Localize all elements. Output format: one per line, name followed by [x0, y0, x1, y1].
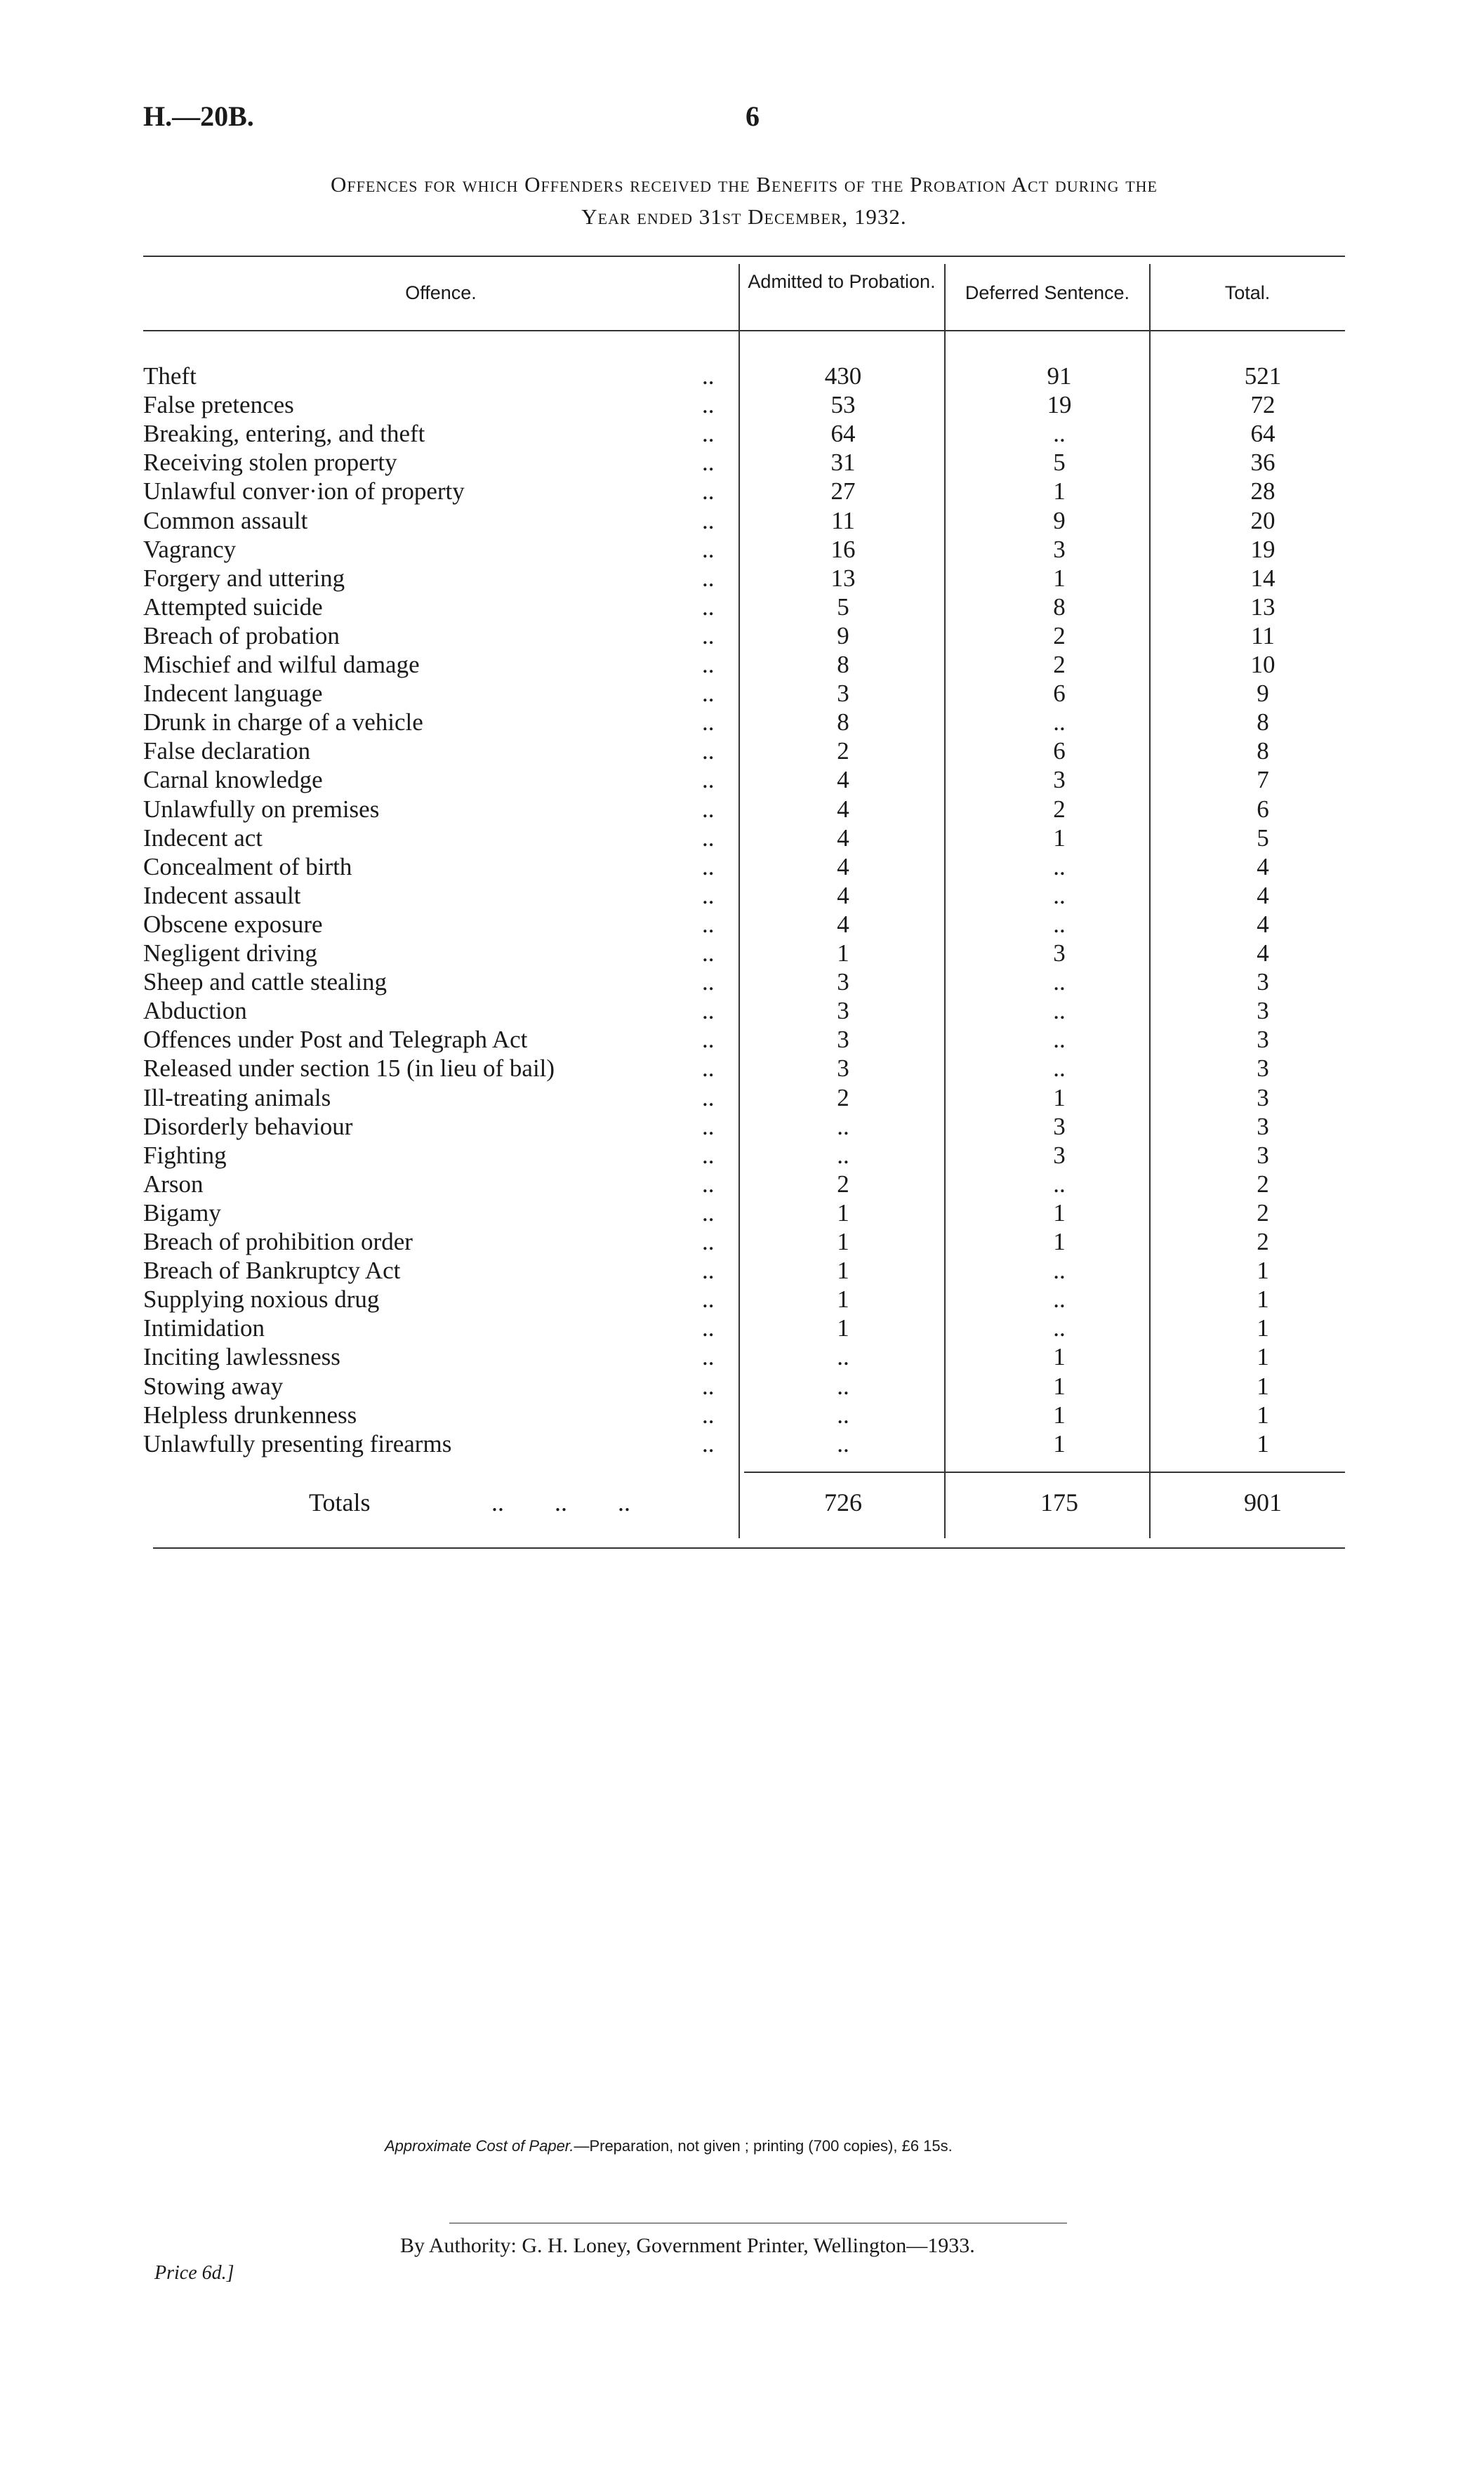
dot-leader: .. — [702, 1026, 715, 1054]
table-row — [0, 448, 1484, 477]
table-row — [0, 564, 1484, 593]
deferred-value: 6 — [1053, 737, 1066, 765]
total-value: 1 — [1257, 1429, 1269, 1457]
table-row — [0, 1285, 1484, 1314]
totals-label: Totals — [309, 1488, 371, 1516]
deferred-value: .. — [1053, 1285, 1066, 1314]
offence-name: Receiving stolen property — [143, 449, 397, 477]
admitted-value: 16 — [830, 535, 856, 563]
total-value: 28 — [1250, 477, 1276, 505]
offence-name: Unlawful conver·ion of property — [143, 477, 465, 505]
table-row — [0, 1314, 1484, 1342]
deferred-value: .. — [1053, 997, 1066, 1025]
admitted-value: 4 — [837, 824, 849, 852]
admitted-value: 11 — [831, 506, 855, 534]
table-row — [0, 1198, 1484, 1227]
deferred-value: 9 — [1053, 506, 1066, 534]
table-row — [0, 506, 1484, 535]
table-row — [0, 650, 1484, 679]
admitted-value: 2 — [837, 1083, 849, 1111]
offence-name: Ill-treating animals — [143, 1083, 331, 1111]
column-header-offence: Offence. — [405, 282, 477, 303]
offence-name: Breach of prohibition order — [143, 1228, 413, 1255]
dot-leader: .. — [702, 708, 715, 736]
offence-name: Offences under Post and Telegraph Act — [143, 1026, 528, 1054]
table-bottom-rule — [153, 1547, 1345, 1549]
deferred-value: .. — [1053, 708, 1066, 736]
offence-name: Drunk in charge of a vehicle — [143, 708, 423, 736]
dot-leader: .. — [702, 1170, 715, 1198]
total-value: 1 — [1257, 1285, 1269, 1314]
deferred-value: 1 — [1053, 1083, 1066, 1111]
table-row — [0, 996, 1484, 1025]
table-row — [0, 679, 1484, 708]
deferred-value: 1 — [1053, 1343, 1066, 1371]
dot-leader: .. — [702, 1083, 715, 1111]
admitted-value: 1 — [837, 1285, 849, 1314]
cost-footnote-label: Approximate Cost of Paper. — [385, 2137, 574, 2155]
admitted-value: 4 — [837, 795, 849, 823]
total-value: 3 — [1257, 1026, 1269, 1054]
offence-name: Breach of Bankruptcy Act — [143, 1257, 401, 1285]
table-row — [0, 910, 1484, 939]
dot-leader: .. — [702, 651, 715, 678]
dot-leader: .. — [702, 1401, 715, 1429]
offence-name: Concealment of birth — [143, 852, 352, 880]
table-header-bottom-rule — [143, 330, 1345, 331]
dot-leader: .. — [702, 881, 715, 909]
admitted-value: 9 — [837, 621, 849, 649]
deferred-value: 2 — [1053, 621, 1066, 649]
deferred-value: 1 — [1053, 564, 1066, 592]
offence-name: Negligent driving — [143, 939, 317, 967]
deferred-value: 1 — [1053, 1198, 1066, 1227]
offence-name: False declaration — [143, 737, 311, 765]
table-row — [0, 765, 1484, 794]
dot-leader: .. — [702, 1257, 715, 1285]
total-value: 3 — [1257, 997, 1269, 1025]
table-row — [0, 419, 1484, 448]
offence-name: Arson — [143, 1170, 204, 1198]
admitted-value: 3 — [837, 1055, 849, 1083]
table-row — [0, 477, 1484, 505]
dot-leader: .. — [702, 1141, 715, 1169]
total-value: 4 — [1257, 852, 1269, 880]
admitted-value: 64 — [830, 420, 856, 448]
deferred-value: .. — [1053, 1314, 1066, 1342]
admitted-value: 1 — [837, 1228, 849, 1255]
total-value: 3 — [1257, 1112, 1269, 1140]
total-value: 7 — [1257, 766, 1269, 794]
deferred-value: 91 — [1047, 362, 1072, 390]
dot-leader: .. — [702, 680, 715, 708]
total-value: 1 — [1257, 1401, 1269, 1429]
total-value: 72 — [1250, 391, 1276, 419]
total-value: 13 — [1250, 593, 1276, 621]
deferred-value: 1 — [1053, 1401, 1066, 1429]
total-value: 20 — [1250, 506, 1276, 534]
total-value: 2 — [1257, 1228, 1269, 1255]
table-row — [0, 1256, 1484, 1285]
dot-leader: .. — [702, 362, 715, 390]
deferred-value: .. — [1053, 1257, 1066, 1285]
dot-leader: .. — [702, 795, 715, 823]
table-row — [0, 1401, 1484, 1429]
deferred-value: 1 — [1053, 1429, 1066, 1457]
offence-name: Abduction — [143, 997, 247, 1025]
deferred-value: 8 — [1053, 593, 1066, 621]
admitted-value: 1 — [837, 1314, 849, 1342]
deferred-value: 5 — [1053, 449, 1066, 477]
offence-name: Released under section 15 (in lieu of bail) — [143, 1055, 555, 1083]
offence-name: Vagrancy — [143, 535, 237, 563]
offence-name: Indecent language — [143, 680, 323, 708]
table-row — [0, 1112, 1484, 1141]
offence-name: Indecent assault — [143, 881, 301, 909]
dot-leader: .. — [702, 766, 715, 794]
table-top-rule — [143, 256, 1345, 257]
dot-leader: .. — [702, 449, 715, 477]
table-title-line-2: Year ended 31st December, 1932. — [581, 204, 907, 229]
deferred-value: 2 — [1053, 795, 1066, 823]
admitted-value: 27 — [830, 477, 856, 505]
deferred-value: 3 — [1053, 766, 1066, 794]
deferred-value: 19 — [1047, 391, 1072, 419]
total-value: 6 — [1257, 795, 1269, 823]
deferred-value: 1 — [1053, 1372, 1066, 1400]
deferred-value: .. — [1053, 1055, 1066, 1083]
dot-leader: .. — [702, 506, 715, 534]
page-number: 6 — [746, 100, 760, 132]
dot-leader: .. — [702, 1055, 715, 1083]
offence-name: Mischief and wilful damage — [143, 651, 420, 678]
deferred-value: 1 — [1053, 477, 1066, 505]
total-value: 4 — [1257, 910, 1269, 938]
table-row — [0, 621, 1484, 650]
column-header-admitted: Admitted to Probation. — [748, 271, 936, 292]
admitted-value: .. — [837, 1112, 849, 1140]
table-row — [0, 1054, 1484, 1083]
total-value: 2 — [1257, 1170, 1269, 1198]
cost-footnote-text: —Preparation, not given ; printing (700 copies), £6 15s. — [574, 2137, 953, 2155]
totals-deferred: 175 — [1040, 1488, 1078, 1516]
dot-leader: .. — [702, 621, 715, 649]
dot-leader: .. — [702, 939, 715, 967]
deferred-value: 3 — [1053, 1112, 1066, 1140]
dot-leader: .. — [702, 1285, 715, 1314]
cost-footnote — [385, 2137, 953, 2155]
deferred-value: 1 — [1053, 824, 1066, 852]
dot-leader: .. — [702, 1112, 715, 1140]
total-value: 3 — [1257, 1083, 1269, 1111]
deferred-value: 3 — [1053, 1141, 1066, 1169]
offence-name: Unlawfully presenting firearms — [143, 1429, 452, 1457]
deferred-value: 6 — [1053, 680, 1066, 708]
offence-name: Inciting lawlessness — [143, 1343, 340, 1371]
dot-leader: .. — [702, 593, 715, 621]
offence-name: Unlawfully on premises — [143, 795, 380, 823]
table-row — [0, 1170, 1484, 1198]
total-value: 11 — [1251, 621, 1275, 649]
admitted-value: 31 — [830, 449, 856, 477]
total-value: 3 — [1257, 1055, 1269, 1083]
admitted-value: 3 — [837, 968, 849, 996]
offence-name: Supplying noxious drug — [143, 1285, 380, 1314]
offence-name: Stowing away — [143, 1372, 284, 1400]
admitted-value: 53 — [830, 391, 856, 419]
total-value: 10 — [1250, 651, 1276, 678]
dot-leader: .. — [702, 420, 715, 448]
table-row — [0, 708, 1484, 736]
total-value: 1 — [1257, 1257, 1269, 1285]
dot-leader: .. — [702, 1372, 715, 1400]
totals-top-rule — [744, 1472, 1345, 1473]
dot-leader: .. — [702, 564, 715, 592]
total-value: 9 — [1257, 680, 1269, 708]
admitted-value: .. — [837, 1429, 849, 1457]
offence-name: Disorderly behaviour — [143, 1112, 353, 1140]
total-value: 64 — [1250, 420, 1276, 448]
document-code: H.—20B. — [143, 100, 254, 132]
table-row — [0, 1342, 1484, 1371]
dot-leader: .. — [702, 391, 715, 419]
totals-total: 901 — [1244, 1488, 1282, 1516]
table-row — [0, 1372, 1484, 1401]
totals-admitted: 726 — [824, 1488, 862, 1516]
admitted-value: 3 — [837, 997, 849, 1025]
totals-dot-leader: .. .. .. — [491, 1488, 630, 1516]
total-value: 3 — [1257, 1141, 1269, 1169]
total-value: 36 — [1250, 449, 1276, 477]
admitted-value: 3 — [837, 680, 849, 708]
deferred-value: .. — [1053, 968, 1066, 996]
offence-name: Common assault — [143, 506, 308, 534]
table-row — [0, 390, 1484, 419]
dot-leader: .. — [702, 1228, 715, 1255]
deferred-value: .. — [1053, 1170, 1066, 1198]
printer-authority: By Authority: G. H. Loney, Government Printer, Wellington—1933. — [400, 2234, 975, 2257]
offence-name: Indecent act — [143, 824, 263, 852]
total-value: 19 — [1250, 535, 1276, 563]
deferred-value: 3 — [1053, 939, 1066, 967]
total-value: 4 — [1257, 939, 1269, 967]
offence-name: Breaking, entering, and theft — [143, 420, 425, 448]
table-row — [0, 535, 1484, 564]
total-value: 5 — [1257, 824, 1269, 852]
admitted-value: 2 — [837, 1170, 849, 1198]
dot-leader: .. — [702, 737, 715, 765]
deferred-value: 3 — [1053, 535, 1066, 563]
admitted-value: 1 — [837, 939, 849, 967]
offence-name: Fighting — [143, 1141, 227, 1169]
offence-name: Intimidation — [143, 1314, 265, 1342]
deferred-value: .. — [1053, 420, 1066, 448]
total-value: 1 — [1257, 1372, 1269, 1400]
total-value: 521 — [1244, 362, 1282, 390]
admitted-value: .. — [837, 1141, 849, 1169]
total-value: 2 — [1257, 1198, 1269, 1227]
total-value: 8 — [1257, 737, 1269, 765]
deferred-value: 2 — [1053, 651, 1066, 678]
admitted-value: .. — [837, 1401, 849, 1429]
offence-name: Sheep and cattle stealing — [143, 968, 387, 996]
deferred-value: .. — [1053, 910, 1066, 938]
totals-row — [0, 1487, 1484, 1518]
admitted-value: 2 — [837, 737, 849, 765]
total-value: 1 — [1257, 1314, 1269, 1342]
table-row — [0, 852, 1484, 881]
total-value: 3 — [1257, 968, 1269, 996]
total-value: 14 — [1250, 564, 1276, 592]
admitted-value: 8 — [837, 651, 849, 678]
admitted-value: 5 — [837, 593, 849, 621]
offence-name: Breach of probation — [143, 621, 340, 649]
admitted-value: 4 — [837, 881, 849, 909]
dot-leader: .. — [702, 1314, 715, 1342]
dot-leader: .. — [702, 1343, 715, 1371]
table-row — [0, 881, 1484, 910]
table-row — [0, 795, 1484, 824]
offence-name: Carnal knowledge — [143, 766, 323, 794]
dot-leader: .. — [702, 1429, 715, 1457]
deferred-value: 1 — [1053, 1228, 1066, 1255]
admitted-value: 430 — [824, 362, 862, 390]
dot-leader: .. — [702, 968, 715, 996]
deferred-value: .. — [1053, 1026, 1066, 1054]
table-row — [0, 1227, 1484, 1256]
admitted-value: 1 — [837, 1198, 849, 1227]
dot-leader: .. — [702, 824, 715, 852]
table-row — [0, 1141, 1484, 1170]
admitted-value: 1 — [837, 1257, 849, 1285]
dot-leader: .. — [702, 852, 715, 880]
deferred-value: .. — [1053, 852, 1066, 880]
table-row — [0, 362, 1484, 390]
table-title-line-1: Offences for which Offenders received the Benefits of the Probation Act during the — [331, 172, 1158, 197]
column-header-total: Total. — [1224, 282, 1271, 303]
table-row — [0, 1025, 1484, 1054]
admitted-value: 4 — [837, 910, 849, 938]
admitted-value: 8 — [837, 708, 849, 736]
total-value: 8 — [1257, 708, 1269, 736]
admitted-value: 4 — [837, 766, 849, 794]
offence-name: Theft — [143, 362, 197, 390]
offence-name: Helpless drunkenness — [143, 1401, 357, 1429]
table-row — [0, 1429, 1484, 1458]
table-row — [0, 824, 1484, 852]
total-value: 4 — [1257, 881, 1269, 909]
total-value: 1 — [1257, 1343, 1269, 1371]
table-row — [0, 593, 1484, 621]
dot-leader: .. — [702, 535, 715, 563]
offence-name: Obscene exposure — [143, 910, 323, 938]
admitted-value: 3 — [837, 1026, 849, 1054]
column-header-deferred: Deferred Sentence. — [965, 282, 1130, 303]
dot-leader: .. — [702, 477, 715, 505]
offence-name: Bigamy — [143, 1198, 221, 1227]
table-row — [0, 736, 1484, 765]
admitted-value: .. — [837, 1343, 849, 1371]
admitted-value: .. — [837, 1372, 849, 1400]
admitted-value: 13 — [830, 564, 856, 592]
price: Price 6d.] — [154, 2262, 234, 2284]
offence-name: Forgery and uttering — [143, 564, 345, 592]
offence-name: Attempted suicide — [143, 593, 323, 621]
dot-leader: .. — [702, 910, 715, 938]
table-row — [0, 967, 1484, 996]
dot-leader: .. — [702, 997, 715, 1025]
offence-name: False pretences — [143, 391, 294, 419]
admitted-value: 4 — [837, 852, 849, 880]
deferred-value: .. — [1053, 881, 1066, 909]
table-row — [0, 1083, 1484, 1112]
dot-leader: .. — [702, 1198, 715, 1227]
table-row — [0, 939, 1484, 967]
